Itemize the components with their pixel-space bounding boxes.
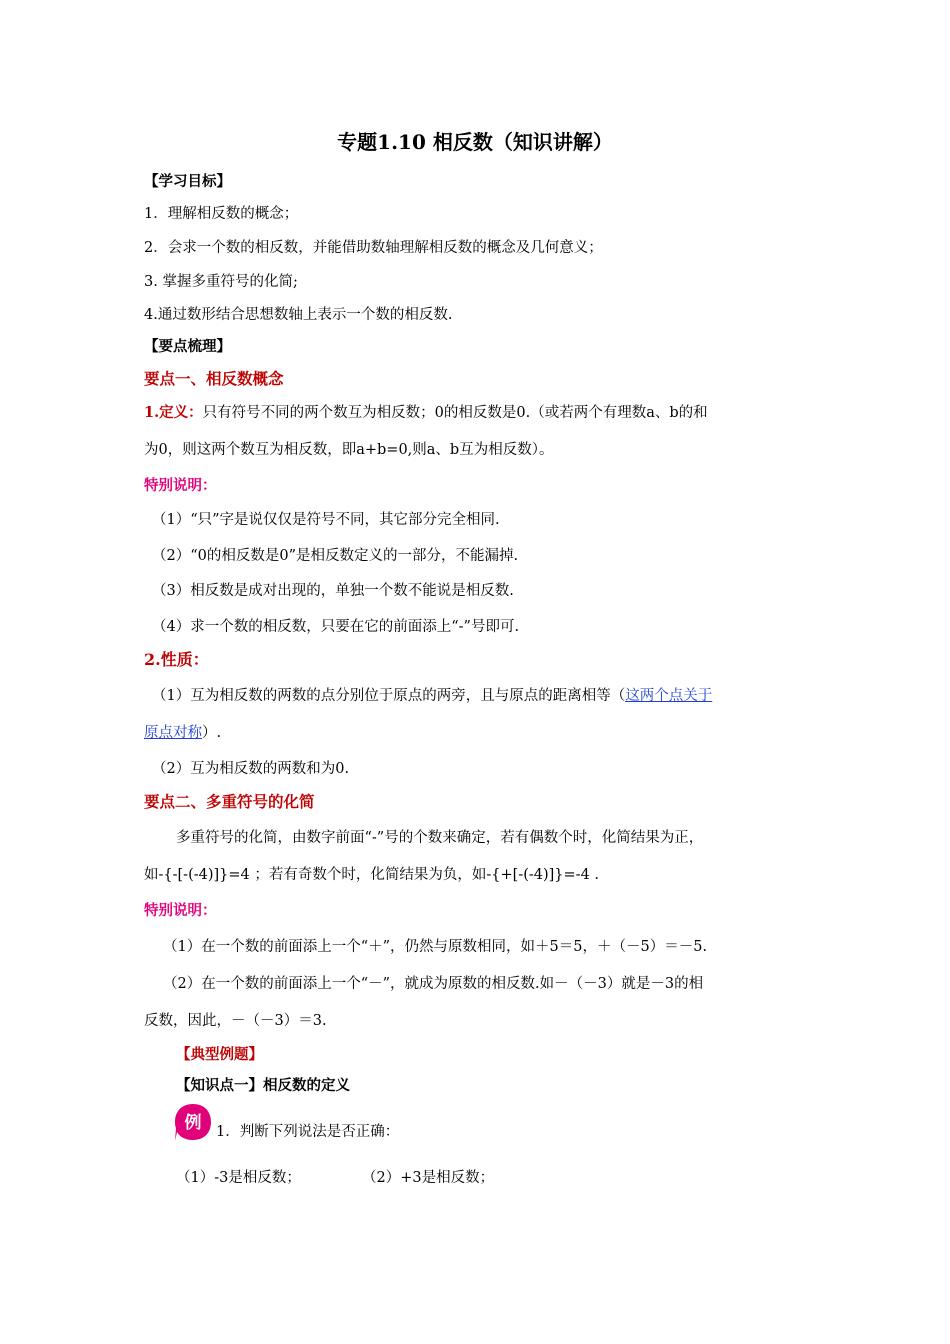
property-1-line-1 [152,686,712,706]
examples-heading: 【典型例题】 [176,1046,263,1063]
example-badge-icon [174,1102,212,1142]
symmetry-link[interactable]: 这两个点关于 [625,688,713,704]
symmetry-link-cont[interactable]: 原点对称 [144,725,202,741]
property-label: 2.性质： [144,650,209,669]
sign-note-2-line-1: （2）在一个数的前面添上一个“－”，就成为原数的相反数.如－（－3）就是－3的相 [163,976,704,992]
goal-item-1: 1．理解相反数的概念； [144,206,299,222]
point1-title: 要点一、相反数概念 [144,369,284,388]
note-1: （1）“只”字是说仅仅是符号不同，其它部分完全相同. [152,512,500,528]
point2-title: 要点二、多重符号的化简 [144,792,315,811]
goals-heading: 【学习目标】 [144,173,231,190]
special-note-label-1: 特别说明： [144,477,217,494]
sign-note-1: （1）在一个数的前面添上一个“＋”，仍然与原数相同，如＋5＝5，＋（－5）＝－5. [163,939,708,955]
simplify-text-1: 多重符号的化简，由数字前面“-”号的个数来确定，若有偶数个时，化简结果为正， [176,830,704,846]
note-4: （4）求一个数的相反数，只要在它的前面添上“-”号即可. [152,619,520,635]
page-title: 专题1.10 相反数（知识讲解） [337,130,613,154]
definition-line-1 [144,403,708,423]
definition-label: 1.定义： [144,404,203,421]
goal-item-3: 3. 掌握多重符号的化简; [144,274,298,290]
note-2: （2）“0的相反数是0”是相反数定义的一部分，不能漏掉. [152,548,519,564]
key-points-heading: 【要点梳理】 [144,338,231,355]
special-note-label-2: 特别说明： [144,902,217,919]
sign-note-2-line-2: 反数，因此，－（－3）＝3. [144,1013,327,1029]
property-1-end: ）. [202,725,222,741]
property-1-line-2 [144,723,221,743]
question-1-a: （1）-3是相反数； [176,1170,301,1186]
simplify-text-2: 如-{-[-(-4)]}=4 ；若有奇数个时，化简结果为负，如-{+[-(-4)]}=-4 . [144,867,600,883]
goal-item-4: 4.通过数形结合思想数轴上表示一个数的相反数. [144,307,453,323]
property-2: （2）互为相反数的两数和为0. [152,761,350,777]
property-1-text: （1）互为相反数的两数的点分别位于原点的两旁，且与原点的距离相等（ [152,688,626,704]
goal-item-2: 2．会求一个数的相反数，并能借助数轴理解相反数的概念及几何意义； [144,240,603,256]
knowledge-point-1: 【知识点一】相反数的定义 [176,1077,350,1094]
note-3: （3）相反数是成对出现的，单独一个数不能说是相反数. [152,583,514,599]
definition-text-1: 只有符号不同的两个数互为相反数；0的相反数是0.（或若两个有理数a、b的和 [202,405,708,421]
question-1: 1．判断下列说法是否正确： [216,1124,400,1140]
example-badge-label: 例 [184,1113,202,1133]
definition-line-2: 为0，则这两个数互为相反数，即a+b=0,则a、b互为相反数）。 [144,442,554,458]
question-1-b: （2）+3是相反数； [362,1170,495,1186]
